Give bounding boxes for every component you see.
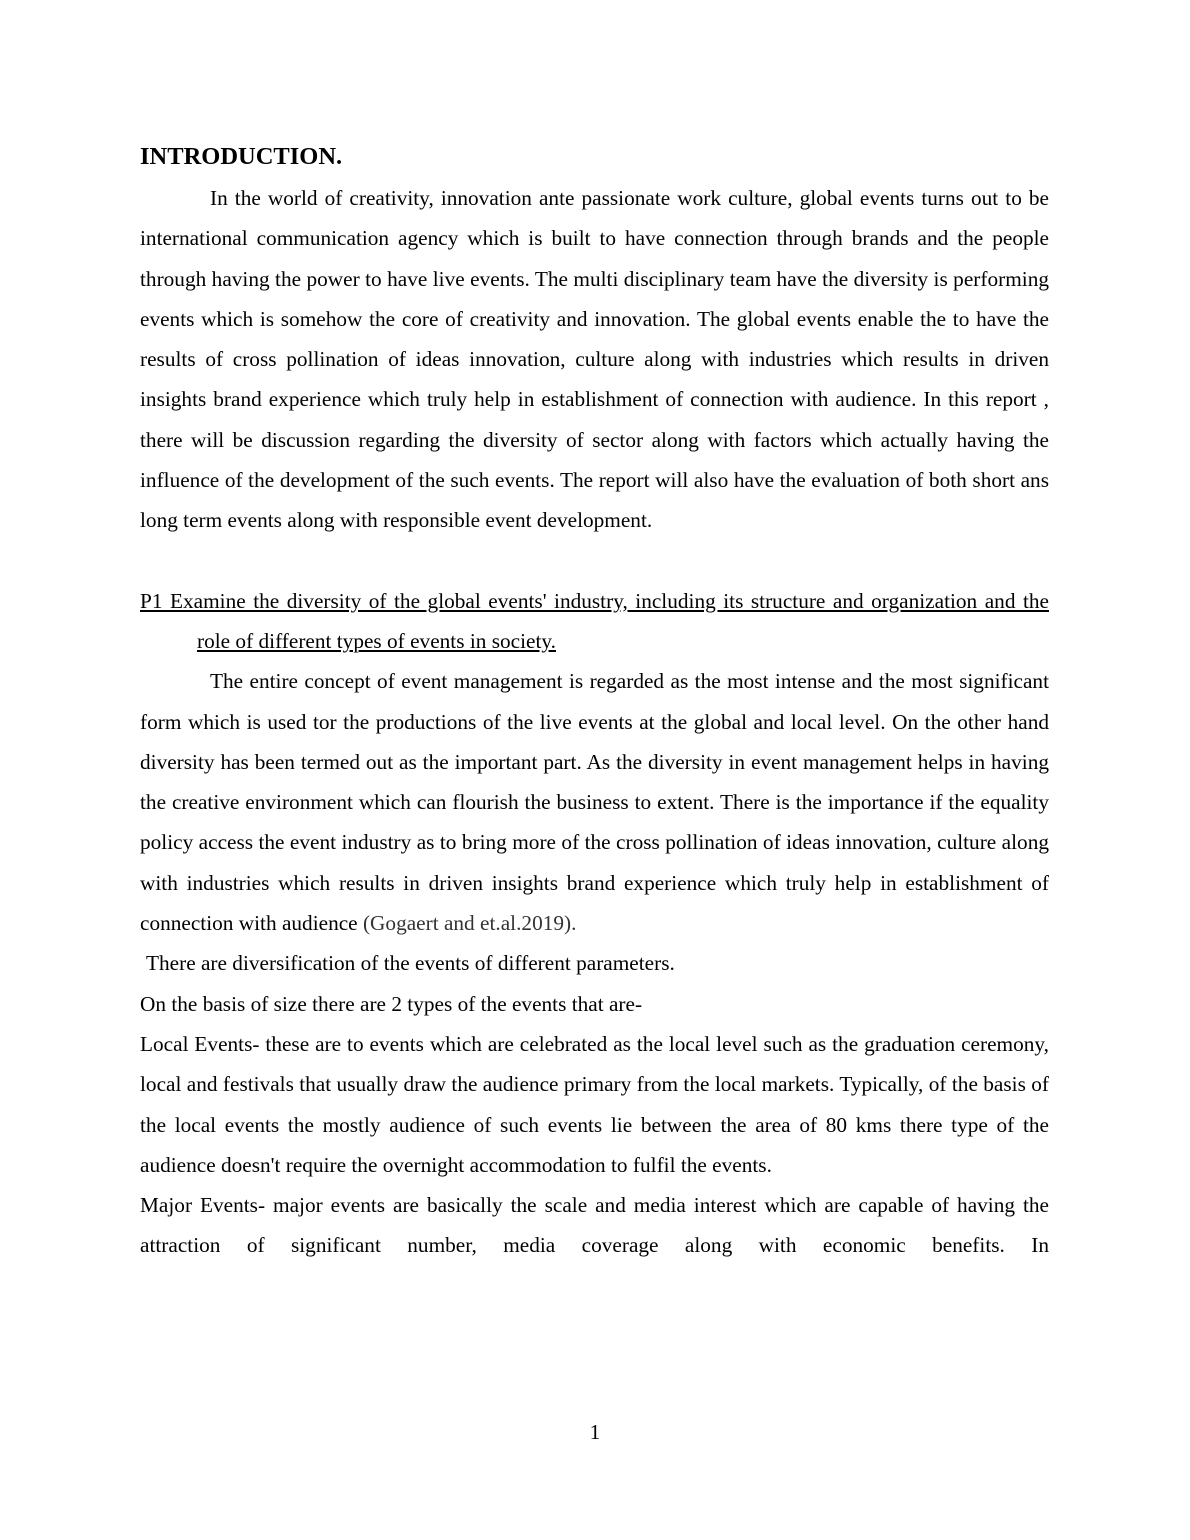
section-p1-paragraph — [140, 661, 1049, 943]
size-basis-line: On the basis of size there are 2 types of the events that are- — [140, 991, 643, 1016]
introduction-heading: INTRODUCTION. — [140, 143, 343, 170]
document-page — [140, 138, 1049, 1266]
intro-paragraph: In the world of creativity, innovation ante passionate work culture, global events turns out to be international communication agency which is built to have connection through brands and the people through having the power to have live events. The multi disciplinary team have the diversity is performing events which is somehow the core of creativity and innovation. The global events enable the to have the results of cross pollination of ideas innovation, culture along with industries which results in driven insights brand experience which truly help in establishment of connection with audience. In this report , there will be discussion regarding the diversity of sector along with factors which actually having the influence of the development of the such events. The report will also have the evaluation of both short ans long term events along with responsible event development. — [140, 186, 1049, 533]
paragraph-spacer — [140, 541, 1049, 581]
local-events-paragraph: Local Events- these are to events which are celebrated as the local level such as the graduation ceremony, local and festivals that usually draw the audience primary from the local markets. Typically, of the basis of the local events the mostly audience of such events lie between the area of 80 kms there type of the audience doesn't require the overnight accommodation to fulfil the events. — [140, 1031, 1049, 1177]
citation: (Gogaert and et.al.2019). — [362, 911, 577, 936]
section-p1-body: The entire concept of event management is regarded as the most intense and the most significant form which is used tor the productions of the live events at the global and local level. On the other hand diversity has been termed out as the important part. As the diversity in event management helps in having the creative environment which can flourish the business to extent. There is the importance if the equality policy access the event industry as to bring more of the cross pollination of ideas innovation, culture along with industries which results in driven insights brand experience which truly help in establishment of connection with audience — [140, 669, 1049, 936]
page-number: 1 — [589, 1420, 601, 1444]
section-p1-title: P1 Examine the diversity of the global events' industry, including its structure and organization and the role of different types of events in society. — [140, 588, 1049, 653]
major-events-paragraph: Major Events- major events are basically the scale and media interest which are capable of having the attraction of significant number, media coverage along with economic benefits. In — [140, 1193, 1049, 1258]
diversification-line: There are diversification of the events of different parameters. — [146, 951, 675, 976]
